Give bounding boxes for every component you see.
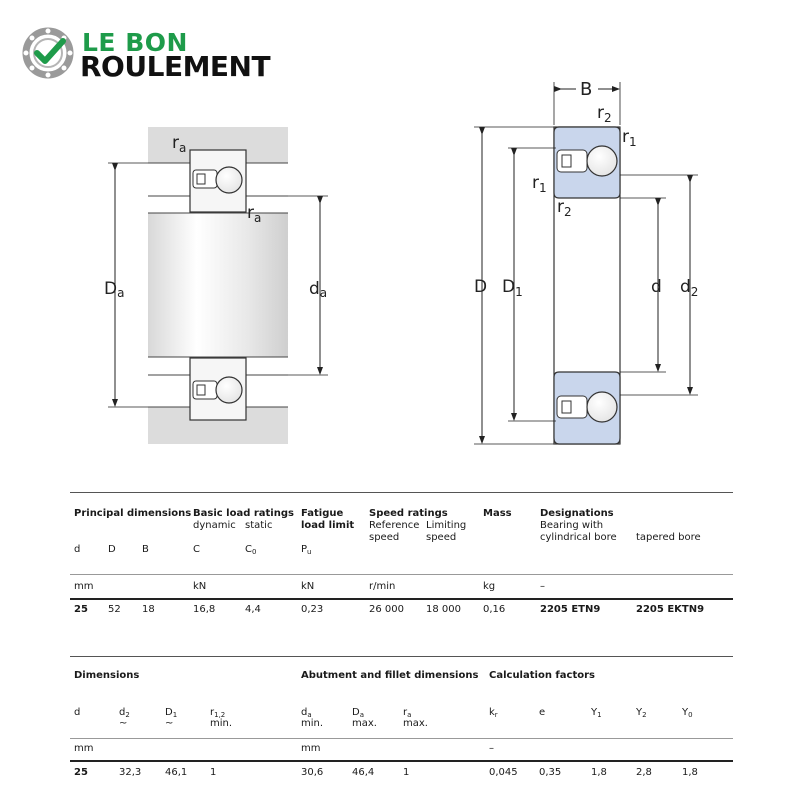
symbol-Da-max: max. — [352, 718, 377, 729]
mounting-drawing — [108, 127, 328, 444]
label-D1: $D_1$ — [502, 277, 523, 299]
symbol-r12-min: min. — [210, 718, 233, 729]
cell-Pu: 0,23 — [301, 604, 324, 615]
cell-d: 25 — [74, 767, 88, 778]
label-Da: Da — [104, 279, 125, 300]
symbol-da: $d_a$ — [301, 707, 312, 719]
header-static: static — [245, 520, 273, 531]
label-da: da — [309, 279, 328, 300]
upper-bearing-section — [190, 150, 246, 212]
unit-mm-abutment: mm — [301, 743, 321, 754]
symbol-d: d — [74, 544, 81, 555]
symbol-d: d — [74, 707, 81, 718]
header-bearing-with: Bearing with — [540, 520, 604, 531]
logo-text-line1: LE BON — [82, 28, 188, 57]
unit-mm: mm — [74, 581, 94, 592]
header-dimensions: Dimensions — [74, 670, 140, 681]
logo-text-line2: ROULEMENT — [80, 50, 271, 83]
cell-Da: 46,4 — [352, 767, 375, 778]
label-r2-top: $r_2$ — [597, 103, 612, 125]
header-calculation-factors: Calculation factors — [489, 670, 595, 681]
unit-kN-load: kN — [193, 581, 207, 592]
header-basic-load-ratings: Basic load ratings — [193, 508, 294, 519]
dimensions-table — [70, 656, 733, 786]
header-dynamic: dynamic — [193, 520, 236, 531]
symbol-kr: $k_r$ — [489, 707, 498, 719]
header-designations: Designations — [540, 508, 614, 519]
header-load-limit: load limit — [301, 520, 355, 531]
label-r1-top: $r_1$ — [622, 127, 637, 149]
cell-reference-speed: 26 000 — [369, 604, 404, 615]
cell-mass: 0,16 — [483, 604, 506, 615]
label-ra-top: $r_a$ — [172, 133, 187, 155]
cell-limiting-speed: 18 000 — [426, 604, 461, 615]
cell-ra: 1 — [403, 767, 410, 778]
symbol-B: B — [142, 544, 149, 555]
cell-C0: 4,4 — [245, 604, 261, 615]
cell-r12: 1 — [210, 767, 217, 778]
label-ra-mid: $r_a$ — [247, 203, 262, 225]
cell-Y1: 1,8 — [591, 767, 607, 778]
symbol-Da: $D_a$ — [352, 707, 364, 719]
cell-C: 16,8 — [193, 604, 216, 615]
header-cylindrical-bore: cylindrical bore — [540, 532, 617, 543]
symbol-Y2: $Y_2$ — [636, 707, 647, 719]
symbol-Y0: $Y_0$ — [682, 707, 693, 719]
cell-D1: 46,1 — [165, 767, 188, 778]
symbol-D: D — [108, 544, 116, 555]
cell-D: 52 — [108, 604, 121, 615]
unit-dash: – — [540, 581, 545, 592]
label-B: B — [580, 79, 593, 100]
cell-designation-cylindrical: 2205 ETN9 — [540, 604, 601, 615]
symbol-C0: $C_0$ — [245, 544, 257, 556]
header-tapered-bore: tapered bore — [636, 532, 701, 543]
symbol-e: e — [539, 707, 546, 718]
label-d2: $d_2$ — [680, 277, 699, 299]
bearing-data-table — [70, 492, 733, 622]
bearing-section-drawing — [474, 82, 698, 444]
symbol-C: C — [193, 544, 200, 555]
cell-kr: 0,045 — [489, 767, 518, 778]
cell-da: 30,6 — [301, 767, 324, 778]
cell-d: 25 — [74, 604, 88, 615]
cell-designation-tapered: 2205 EKTN9 — [636, 604, 705, 615]
unit-dash: – — [489, 743, 494, 754]
symbol-ra-max: max. — [403, 718, 428, 729]
symbol-r12: $r_{1,2}$ — [210, 707, 226, 719]
cell-Y0: 1,8 — [682, 767, 698, 778]
unit-kg: kg — [483, 581, 496, 592]
symbol-d2-approx: ~ — [119, 718, 128, 729]
symbol-d2: $d_2$ — [119, 707, 130, 719]
symbol-ra: $r_a$ — [403, 707, 412, 719]
symbol-Pu: $P_u$ — [301, 544, 312, 556]
unit-mm-dimensions: mm — [74, 743, 94, 754]
cell-Y2: 2,8 — [636, 767, 652, 778]
header-mass: Mass — [483, 508, 512, 519]
header-limiting-speed: speed — [426, 532, 457, 543]
label-r2-left: $r_2$ — [557, 197, 572, 219]
label-r1-left: $r_1$ — [532, 173, 547, 195]
shaft — [148, 213, 288, 357]
header-fatigue: Fatigue — [301, 508, 344, 519]
label-d: d — [651, 277, 662, 297]
header-speed-ratings: Speed ratings — [369, 508, 448, 519]
cell-B: 18 — [142, 604, 155, 615]
unit-kN-fatigue: kN — [301, 581, 315, 592]
unit-r-min: r/min — [369, 581, 396, 592]
header-principal-dimensions: Principal dimensions — [74, 508, 192, 519]
symbol-Y1: $Y_1$ — [591, 707, 602, 719]
symbol-da-min: min. — [301, 718, 324, 729]
label-D: D — [474, 277, 488, 297]
cell-d2: 32,3 — [119, 767, 142, 778]
header-reference: Reference — [369, 520, 420, 531]
symbol-D1-approx: ~ — [165, 718, 174, 729]
header-abutment-fillet: Abutment and fillet dimensions — [301, 670, 479, 681]
header-limiting: Limiting — [426, 520, 467, 531]
symbol-D1: $D_1$ — [165, 707, 178, 719]
cell-e: 0,35 — [539, 767, 562, 778]
header-reference-speed: speed — [369, 532, 400, 543]
lower-bearing-section — [190, 358, 246, 420]
